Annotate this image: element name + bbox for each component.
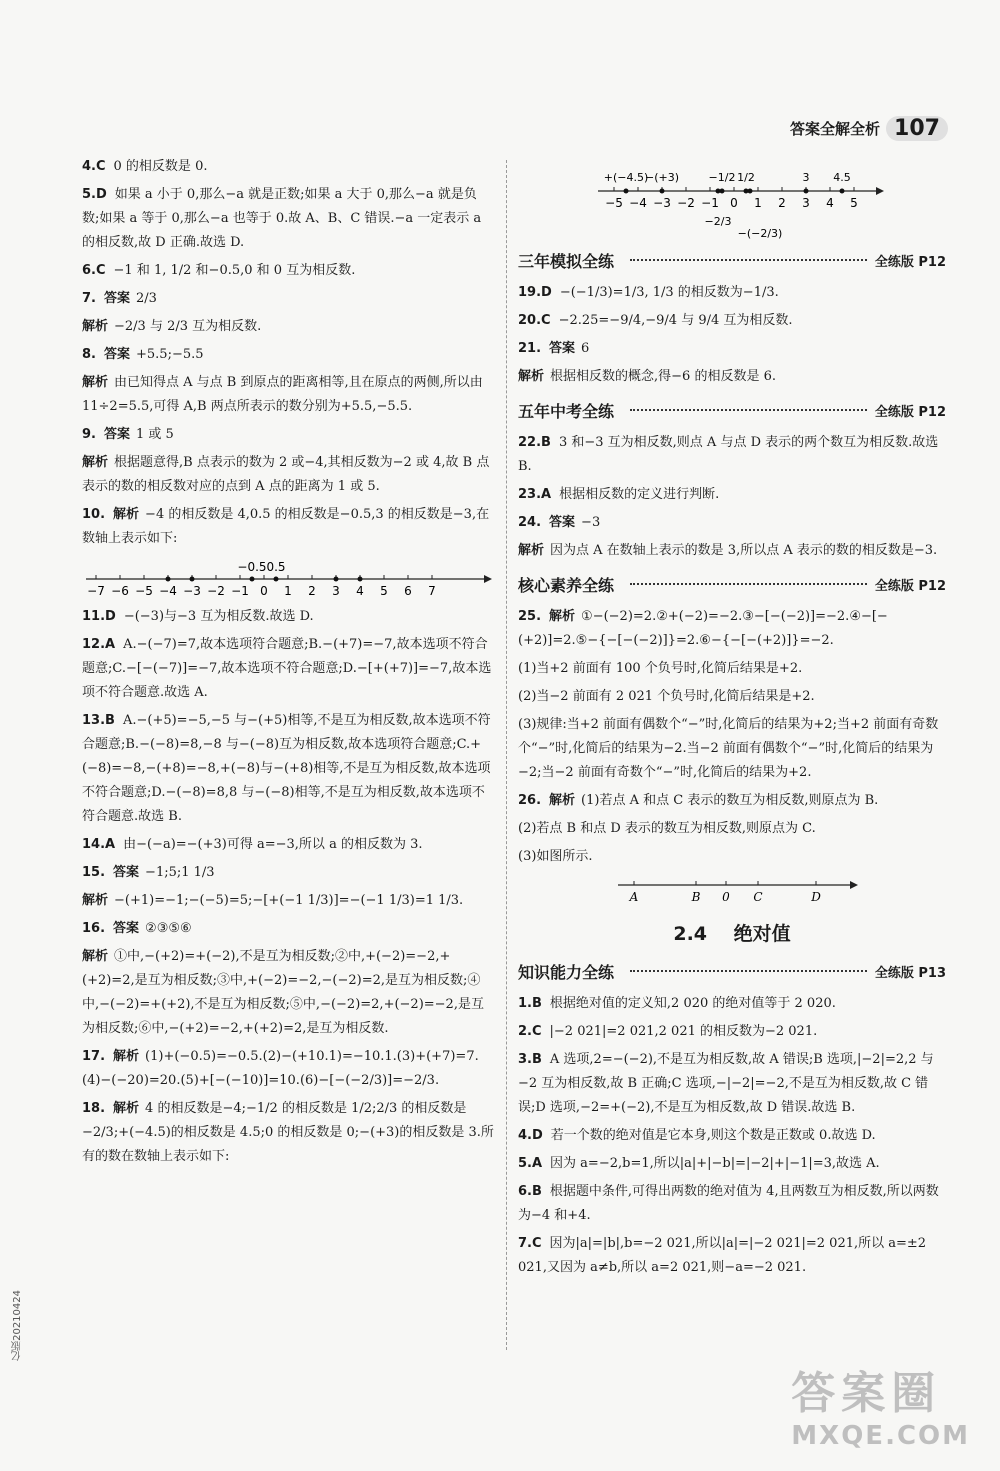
tick-label: −4 (159, 584, 177, 598)
point-label: B (691, 890, 701, 904)
answer-item (518, 365, 946, 389)
answer-item (82, 343, 494, 367)
column-divider (506, 160, 507, 1350)
answer-text: −(+1)=−1;−(−5)=5;−[+(−1 1/3)]=−(−1 1/3)=1 1/3. (114, 893, 464, 908)
data-point (748, 189, 753, 194)
answer-item (82, 709, 494, 829)
data-point (166, 577, 171, 582)
answer-item (82, 423, 494, 447)
tick-label: −2 (207, 584, 225, 598)
data-point (840, 189, 845, 194)
answer-item (518, 1048, 946, 1120)
point-label: −2/3 (704, 215, 732, 228)
data-point (716, 189, 721, 194)
left-column (82, 155, 494, 1173)
answer-item (518, 1124, 946, 1148)
answer-text: 因为|a|=|b|,b=−2 021,所以|a|=|−2 021|=2 021,所以 a=±2 021,又因为 a≠b,所以 a=2 021,则−a=−2 021. (518, 1236, 927, 1275)
answer-tag: 解析 (82, 949, 109, 964)
side-code: 亿版20210424 (12, 1290, 23, 1361)
answer-text: (1)当+2 前面有 100 个负号时,化简后结果是+2. (518, 661, 803, 676)
section-ref: 全练版 P12 (874, 254, 946, 270)
answer-text: 根据相反数的概念,得−6 的相反数是 6. (550, 369, 776, 384)
watermark (791, 1357, 970, 1451)
page-header-title: 答案全解全析 (790, 120, 881, 138)
answer-item (82, 451, 494, 499)
chapter-title: 绝对值 (733, 923, 791, 945)
section-dots (630, 409, 867, 411)
point-label: 3 (802, 171, 810, 184)
answer-item (518, 1020, 946, 1044)
answer-text: −1 和 1, 1/2 和−0.5,0 和 0 互为相反数. (113, 263, 356, 278)
question-number: 7. (82, 291, 96, 306)
answer-text: ②③⑤⑥ (145, 921, 192, 936)
answer-text: (1)+(−0.5)=−0.5.(2)−(+10.1)=−10.1.(3)+(+7)=7.(4)−(−20)=20.(5)+[−(−10)]=10.(6)−[−(−2/3)]=−2/3. (82, 1049, 479, 1088)
question-number: 5.D (82, 187, 107, 202)
answer-item (518, 657, 946, 681)
question-number: 22.B (518, 435, 551, 450)
answer-text: 由已知得点 A 与点 B 到原点的距离相等,且在原点的两侧,所以由 11÷2=5.5,可得 A,B 两点所表示的数分别为+5.5,−5.5. (82, 375, 483, 414)
question-number: 15. (82, 865, 106, 880)
section-dots (630, 259, 867, 261)
page-number: 107 (886, 116, 948, 141)
answer-tag: 解析 (82, 319, 109, 334)
data-point (660, 189, 665, 194)
answer-tag: 答案 (103, 291, 130, 306)
section-title: 五年中考全练 (518, 401, 615, 421)
data-point (250, 577, 255, 582)
answer-item (518, 337, 946, 361)
question-number: 20.C (518, 313, 551, 328)
tick-label: 1 (754, 196, 762, 210)
answer-item (82, 633, 494, 705)
answer-item (518, 1152, 946, 1176)
answer-tag: 解析 (549, 793, 576, 808)
axis-arrow (850, 881, 858, 889)
answer-text: ①中,−(+2)=+(−2),不是互为相反数;②中,+(−2)=−2,+(+2)=2,是互为相反数;③中,+(−2)=−2,−(−2)=2,是互为相反数;④中,−(−2)=+(+2),不是互为相反数;⑤中,−(−2)=2,+(−2)=−2,是互为相反数;⑥中,−(+2)=−2,+(+2)=2,是互为相反数. (82, 949, 484, 1036)
question-number: 26. (518, 793, 542, 808)
answer-item (518, 1180, 946, 1228)
answer-item (82, 259, 494, 283)
answer-item (82, 1097, 494, 1169)
tick-label: 5 (850, 196, 858, 210)
tick-label: −1 (701, 196, 719, 210)
answer-tag: 答案 (113, 865, 140, 880)
answer-text: A 选项,2=−(−2),不是互为相反数,故 A 错误;B 选项,|−2|=2,2 与−2 互为相反数,故 B 正确;C 选项,−|−2|=−2,不是互为相反数,故 C 错误;D 选项,−2=+(−2),不是互为相反数,故 D 错误.故选 B. (518, 1052, 934, 1115)
answer-item (518, 713, 946, 785)
question-number: 16. (82, 921, 106, 936)
answer-item (518, 511, 946, 535)
answer-item (82, 889, 494, 913)
data-point (804, 189, 809, 194)
answer-text: 6 (581, 341, 590, 356)
answer-tag: 解析 (113, 1101, 140, 1116)
answer-tag: 解析 (518, 543, 545, 558)
question-number: 4.C (82, 159, 106, 174)
chapter-heading (518, 919, 946, 946)
data-point (334, 577, 339, 582)
question-number: 19.D (518, 285, 552, 300)
question-number: 9. (82, 427, 96, 442)
watermark-top: 答案圈 (791, 1368, 942, 1419)
answer-text: −2.25=−9/4,−9/4 与 9/4 互为相反数. (558, 313, 793, 328)
answer-tag: 答案 (103, 427, 130, 442)
data-point (190, 577, 195, 582)
tick-label: −3 (653, 196, 671, 210)
answer-text: +5.5;−5.5 (136, 347, 204, 362)
answer-tag: 答案 (113, 921, 140, 936)
tick-label: 0 (730, 196, 738, 210)
answer-item (82, 1045, 494, 1093)
question-number: 5.A (518, 1156, 543, 1171)
answer-text: 由−(−a)=−(+3)可得 a=−3,所以 a 的相反数为 3. (123, 837, 423, 852)
answer-item (82, 833, 494, 857)
tick-label: 3 (332, 584, 340, 598)
tick-label: 2 (778, 196, 786, 210)
question-number: 7.C (518, 1236, 542, 1251)
section-ref: 全练版 P12 (874, 404, 946, 420)
page-header (790, 116, 948, 141)
question-number: 18. (82, 1101, 106, 1116)
question-number: 12.A (82, 637, 116, 652)
question-number: 24. (518, 515, 542, 530)
answer-text: 2/3 (136, 291, 157, 306)
section-title: 核心素养全练 (518, 575, 615, 595)
answer-tag: 解析 (82, 375, 109, 390)
tick-label: −3 (183, 584, 201, 598)
question-number: 14.A (82, 837, 116, 852)
section-dots (630, 970, 867, 972)
answer-tag: 解析 (113, 1049, 140, 1064)
answer-item (82, 861, 494, 885)
question-number: 3.B (518, 1052, 542, 1067)
question-number: 4.D (518, 1128, 543, 1143)
answer-text: A.−(−7)=7,故本选项符合题意;B.−(+7)=−7,故本选项不符合题意;C.−[−(−7)]=−7,故本选项不符合题意;D.−[+(+7)]=−7,故本选项不符合题意.故选 A. (82, 637, 492, 700)
tick-label: 2 (308, 584, 316, 598)
answer-text: −4 的相反数是 4,0.5 的相反数是−0.5,3 的相反数是−3,在数轴上表示如下: (82, 507, 490, 546)
answer-text: A.−(+5)=−5,−5 与−(+5)相等,不是互为相反数,故本选项不符合题意;B.−(−8)=8,−8 与−(−8)互为相反数,故本选项符合题意;C.+(−8)=−8,−(+8)=−8,+(−8)与−(+8)相等,不是互为相反数,故本选项不符合题意;D.−(−8)=8,8 与−(−8)相等,不是互为相反数,故本选项不符合题意.故选 B. (82, 713, 491, 824)
answer-tag: 答案 (549, 341, 576, 356)
answer-text: −(−3)与−3 互为相反数.故选 D. (123, 609, 314, 624)
answer-tag: 解析 (549, 609, 576, 624)
answer-item (518, 992, 946, 1016)
answer-text: −(−1/3)=1/3, 1/3 的相反数为−1/3. (559, 285, 779, 300)
answer-tag: 解析 (82, 893, 109, 908)
axis-arrow (484, 575, 492, 583)
tick-label: −6 (111, 584, 129, 598)
answer-text: −3 (581, 515, 601, 530)
answer-text: 根据绝对值的定义知,2 020 的绝对值等于 2 020. (549, 996, 836, 1011)
point-label: 4.5 (833, 171, 851, 184)
answer-tag: 解析 (113, 507, 140, 522)
answer-item (82, 917, 494, 941)
tick-label: −4 (629, 196, 647, 210)
answer-text: −1;5;1 1/3 (145, 865, 215, 880)
answer-tag: 答案 (549, 515, 576, 530)
answer-text: (2)当−2 前面有 2 021 个负号时,化简后结果是+2. (518, 689, 815, 704)
answer-item (518, 685, 946, 709)
answer-text: 因为 a=−2,b=1,所以|a|+|−b|=|−2|+|−1|=3,故选 A. (550, 1156, 880, 1171)
answer-text: 1 或 5 (136, 427, 174, 442)
point-label: 1/2 (737, 171, 755, 184)
right-column (518, 155, 946, 1284)
data-point (274, 577, 279, 582)
question-number: 25. (518, 609, 542, 624)
answer-tag: 答案 (103, 347, 130, 362)
answer-item (82, 945, 494, 1041)
chapter-number: 2.4 (673, 923, 708, 945)
answer-item (82, 287, 494, 311)
answer-text: (3)规律:当+2 前面有偶数个“−”时,化简后的结果为+2;当+2 前面有奇数个“−”时,化简后的结果为−2.当−2 前面有偶数个“−”时,化简后的结果为−2;当−2 前面有奇数个“−”时,化简后的结果为+2. (518, 717, 939, 780)
question-number: 10. (82, 507, 106, 522)
question-number: 13.B (82, 713, 115, 728)
section-header (518, 395, 946, 425)
tick-label: 0 (260, 584, 268, 598)
question-number: 2.C (518, 1024, 542, 1039)
point-label: 0.5 (266, 560, 286, 574)
question-number: 17. (82, 1049, 106, 1064)
tick-label: 1 (284, 584, 292, 598)
tick-label: 4 (356, 584, 364, 598)
section-title: 知识能力全练 (518, 962, 615, 982)
data-point (358, 577, 363, 582)
point-label: C (753, 890, 763, 904)
answer-text: 根据题意得,B 点表示的数为 2 或−4,其相反数为−2 或 4,故 B 点表示的数的相反数对应的点到 A 点的距离为 1 或 5. (82, 455, 490, 494)
answer-text: 因为点 A 在数轴上表示的数是 3,所以点 A 表示的数的相反数是−3. (550, 543, 938, 558)
tick-label: −7 (87, 584, 105, 598)
tick-label: −5 (135, 584, 153, 598)
point-label: −(+3) (644, 171, 680, 184)
answer-text: 根据相反数的定义进行判断. (559, 487, 720, 502)
question-number: 1.B (518, 996, 542, 1011)
answer-item (82, 371, 494, 419)
number-line-q10 (82, 555, 494, 599)
data-point (624, 189, 629, 194)
answer-item (518, 431, 946, 479)
answer-text: (2)若点 B 和点 D 表示的数互为相反数,则原点为 C. (518, 821, 816, 836)
answer-text: 4 的相反数是−4;−1/2 的相反数是 1/2;2/3 的相反数是−2/3;+(−4.5)的相反数是 4.5;0 的相反数是 0;−(+3)的相反数是 3.所有的数在数轴上表示如下: (82, 1101, 494, 1164)
section-header (518, 956, 946, 986)
answer-item (82, 315, 494, 339)
tick-label: −2 (677, 196, 695, 210)
answer-text: (1)若点 A 和点 C 表示的数互为相反数,则原点为 B. (581, 793, 879, 808)
section-header (518, 245, 946, 275)
answer-text: 若一个数的绝对值是它本身,则这个数是正数或 0.故选 D. (550, 1128, 876, 1143)
answer-text: 根据题中条件,可得出两数的绝对值为 4,且两数互为相反数,所以两数为−4 和+4. (518, 1184, 939, 1223)
point-label: +(−4.5) (603, 171, 649, 184)
point-label: A (629, 890, 639, 904)
question-number: 6.B (518, 1184, 542, 1199)
answer-item (82, 605, 494, 629)
axis-arrow (876, 187, 884, 195)
answer-text: (3)如图所示. (518, 849, 593, 864)
question-number: 11.D (82, 609, 116, 624)
answer-text: ①−(−2)=2.②+(−2)=−2.③−[−(−2)]=−2.④−[−(+2)]=2.⑤−{−[−(−2)]}=2.⑥−{−[−(+2)]}=−2. (518, 609, 888, 648)
question-number: 6.C (82, 263, 106, 278)
tick-label: 6 (404, 584, 412, 598)
point-label: −(−2/3) (737, 227, 783, 239)
answer-item (82, 503, 494, 551)
point-label: −1/2 (708, 171, 736, 184)
answer-item (518, 845, 946, 869)
answer-tag: 解析 (82, 455, 109, 470)
tick-label: 7 (428, 584, 436, 598)
section-ref: 全练版 P13 (874, 965, 946, 981)
point-label: −0.5 (237, 560, 267, 574)
answer-item (518, 789, 946, 813)
answer-tag: 解析 (518, 369, 545, 384)
question-number: 21. (518, 341, 542, 356)
section-dots (630, 583, 867, 585)
tick-label: −5 (605, 196, 623, 210)
answer-item (518, 281, 946, 305)
answer-text: 0 的相反数是 0. (113, 159, 208, 174)
tick-label: 3 (802, 196, 810, 210)
answer-text: |−2 021|=2 021,2 021 的相反数为−2 021. (549, 1024, 818, 1039)
tick-label: 4 (826, 196, 834, 210)
answer-text: −2/3 与 2/3 互为相反数. (114, 319, 262, 334)
number-line-q18 (518, 157, 946, 239)
answer-item (518, 605, 946, 653)
point-label: D (811, 890, 821, 904)
answer-item (82, 155, 494, 179)
question-number: 8. (82, 347, 96, 362)
point-label: 0 (722, 890, 730, 904)
answer-item (518, 309, 946, 333)
answer-item (518, 1232, 946, 1280)
section-header (518, 569, 946, 599)
answer-text: 如果 a 小于 0,那么−a 就是正数;如果 a 大于 0,那么−a 就是负数;如果 a 等于 0,那么−a 也等于 0.故 A、B、C 错误.−a 一定表示 a 的相反数,故 D 正确.故选 D. (82, 187, 482, 250)
answer-text: 3 和−3 互为相反数,则点 A 与点 D 表示的两个数互为相反数.故选 B. (518, 435, 939, 474)
answer-item (518, 817, 946, 841)
answer-item (518, 483, 946, 507)
answer-item (518, 539, 946, 563)
watermark-bottom: MXQE.COM (791, 1421, 970, 1451)
tick-label: 5 (380, 584, 388, 598)
section-ref: 全练版 P12 (874, 578, 946, 594)
section-title: 三年模拟全练 (518, 251, 615, 271)
number-line-q26 (518, 873, 946, 907)
tick-label: −1 (231, 584, 249, 598)
answer-item (82, 183, 494, 255)
question-number: 23.A (518, 487, 552, 502)
